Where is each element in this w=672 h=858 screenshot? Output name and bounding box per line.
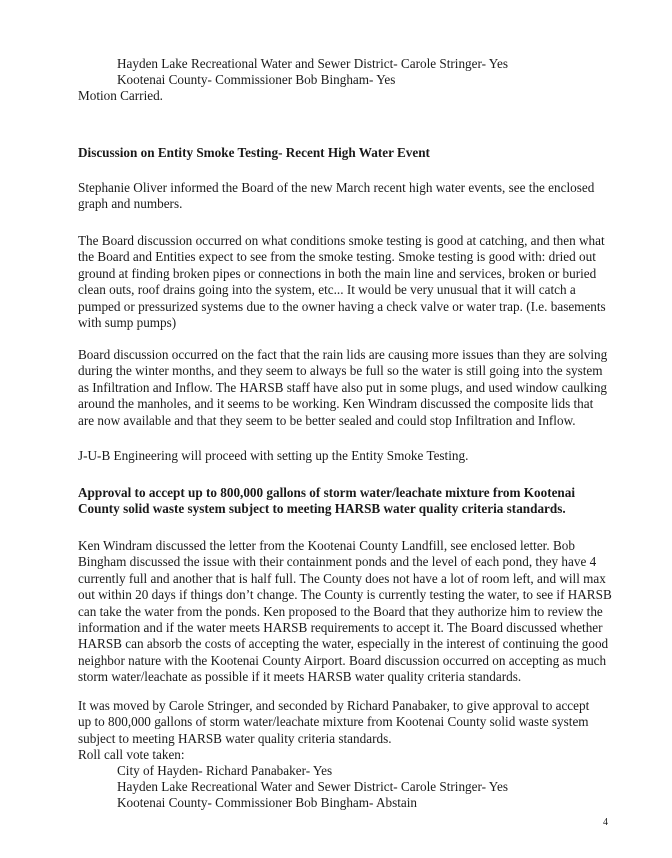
text-line: clean outs, roof drains going into the system, etc... It would be very unusual that it will catch a xyxy=(78,282,576,298)
motion-result: Motion Carried. xyxy=(78,88,163,103)
text-line: are now available and that they seem to be better sealed and could stop Infiltration and Inflow. xyxy=(78,412,576,428)
text-line: neighbor nature with the Kootenai County Airport. Board discussion occurred on accepting as much xyxy=(78,652,607,668)
text-line: up to 800,000 gallons of storm water/leachate mixture from Kootenai County solid waste system xyxy=(78,714,589,730)
text-line: Bingham discussed the issue with their containment ponds and the level of each pond, they have 4 xyxy=(78,554,597,570)
paragraph-motion xyxy=(78,698,610,747)
vote-line-hayden-lake: Hayden Lake Recreational Water and Sewer District- Carole Stringer- Yes xyxy=(117,779,508,794)
text-line: can take the water from the ponds. Ken proposed to the Board that they authorize him to review the xyxy=(78,603,603,619)
text-line: Ken Windram discussed the letter from the Kootenai County Landfill, see enclosed letter. Bob xyxy=(78,538,575,553)
page-number: 4 xyxy=(603,817,608,828)
vote-line-kootenai: Kootenai County- Commissioner Bob Bingham- Yes xyxy=(117,72,396,87)
paragraph-high-water-events xyxy=(78,180,610,213)
text-line: during the winter months, and they seem to always be full so the water is still going into the system xyxy=(78,363,603,379)
text-line: out within 20 days if things don’t change. The County is currently testing the water, to see if HARSB xyxy=(78,587,612,603)
vote-line-hayden-lake: Hayden Lake Recreational Water and Sewer District- Carole Stringer- Yes xyxy=(117,56,508,71)
text-line: the Board and Entities expect to see from the smoke testing. Smoke testing is good with: dried out xyxy=(78,249,596,265)
vote-line-kootenai: Kootenai County- Commissioner Bob Bingham- Abstain xyxy=(117,795,418,810)
text-line: It was moved by Carole Stringer, and seconded by Richard Panabaker, to give approval to accept xyxy=(78,698,590,713)
text-line: Board discussion occurred on the fact that the rain lids are causing more issues than they are solving xyxy=(78,347,608,362)
text-line: HARSB can absorb the costs of accepting the water, especially in the interest of continuing the good xyxy=(78,636,609,652)
section-heading-storm-water xyxy=(78,485,610,518)
text-line: information and if the water meets HARSB requirements to accept it. The Board discussed whether xyxy=(78,620,603,636)
text-line: ground at finding broken pipes or connections in both the main line and services, broken or buried xyxy=(78,265,597,281)
text-line: The Board discussion occurred on what conditions smoke testing is good at catching, and then what xyxy=(78,233,605,248)
section-heading-smoke-testing: Discussion on Entity Smoke Testing- Recent High Water Event xyxy=(78,145,430,160)
roll-call-label: Roll call vote taken: xyxy=(78,747,185,762)
text-line: storm water/leachate as possible if it meets HARSB water quality criteria standards. xyxy=(78,669,522,685)
paragraph-jub-engineering: J-U-B Engineering will proceed with setting up the Entity Smoke Testing. xyxy=(78,448,469,463)
paragraph-rain-lids xyxy=(78,347,610,429)
text-line: pumped or pressurized systems due to the owner having a check valve or water trap. (I.e. basements xyxy=(78,298,606,314)
text-line: graph and numbers. xyxy=(78,196,183,212)
text-line: Stephanie Oliver informed the Board of the new March recent high water events, see the enclosed xyxy=(78,180,595,195)
text-line: subject to meeting HARSB water quality criteria standards. xyxy=(78,730,392,746)
vote-line-city-of-hayden: City of Hayden- Richard Panabaker- Yes xyxy=(117,763,333,778)
text-line: with sump pumps) xyxy=(78,315,177,331)
text-line: as Infiltration and Inflow. The HARSB staff have also put in some plugs, and used window caulking xyxy=(78,379,608,395)
paragraph-landfill-letter xyxy=(78,538,610,686)
paragraph-smoke-conditions xyxy=(78,233,610,331)
heading-line: Approval to accept up to 800,000 gallons of storm water/leachate mixture from Kootenai xyxy=(78,485,576,500)
text-line: currently full and another that is half full. The County does not have a lot of room left, and will max xyxy=(78,570,606,586)
text-line: around the manholes, and it seems to be working. Ken Windram discussed the composite lids that xyxy=(78,396,594,412)
heading-line: County solid waste system subject to meeting HARSB water quality criteria standards. xyxy=(78,501,566,517)
